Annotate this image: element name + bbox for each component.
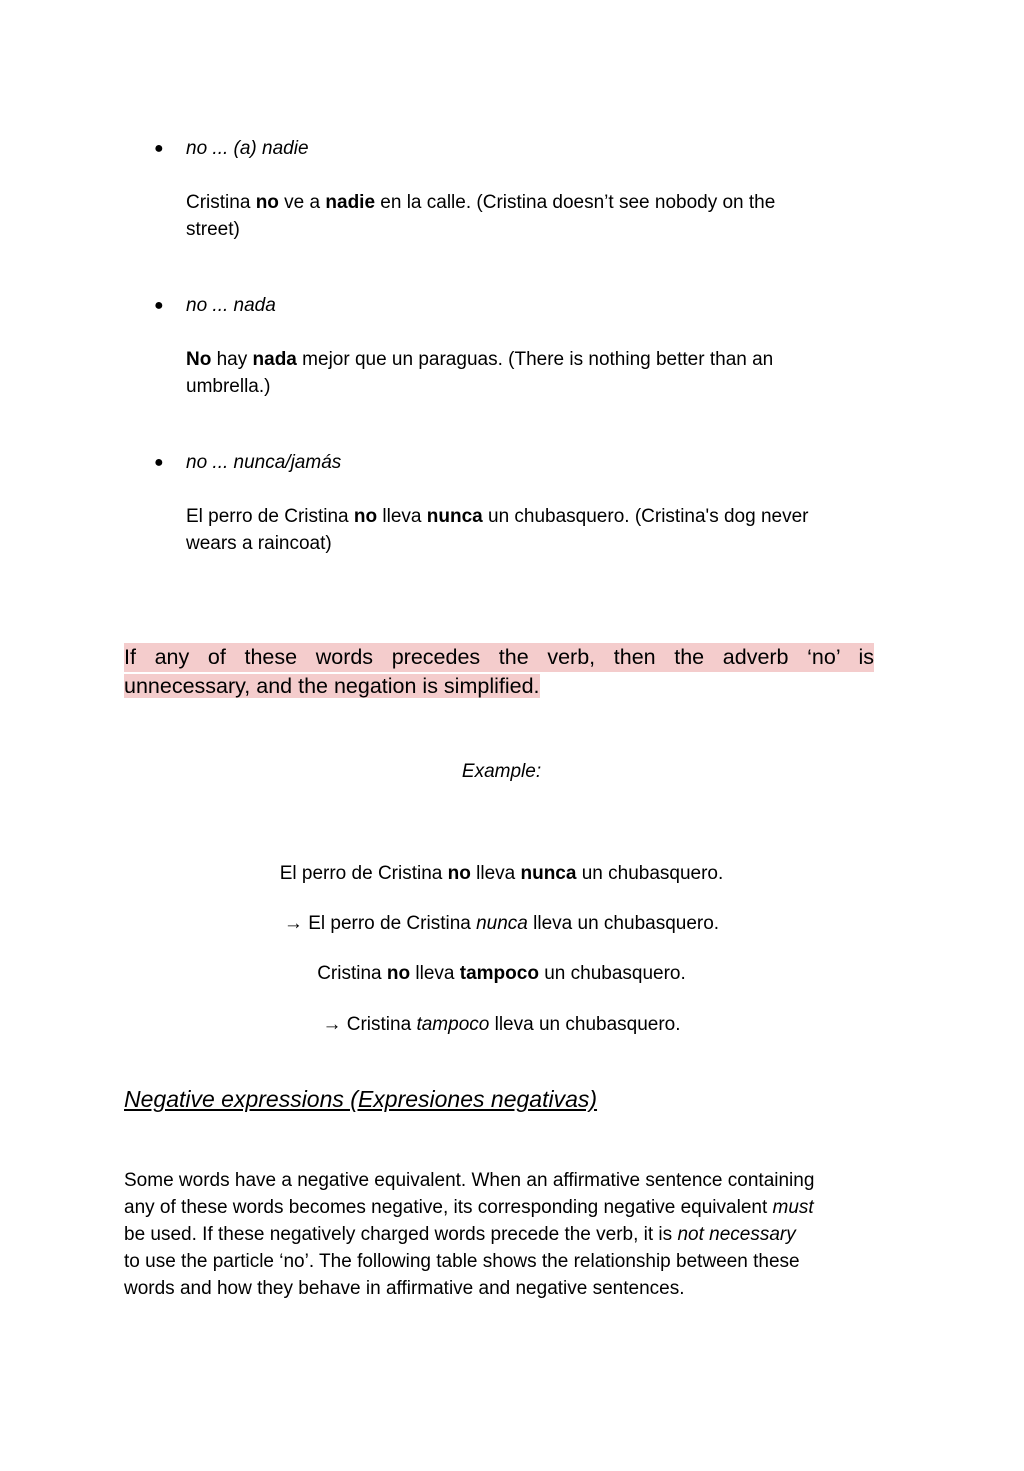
example-text: un chubasquero. [576,863,724,884]
emphasis-tampoco: tampoco [416,1014,490,1035]
example-text: wears a raincoat) [186,533,332,554]
paragraph-text: words and how they behave in affirmative and negative sentences. [124,1278,685,1299]
paragraph-text: Some words have a negative equivalent. When an affirmative sentence containing [124,1170,815,1191]
example-text: un chubasquero. [538,963,686,984]
bullet-dot: ● [154,140,164,157]
callout-line: unnecessary, and the negation is simplified. [124,674,540,698]
example-sentence-simplified [124,1011,879,1038]
paragraph-text: any of these words becomes negative, its corresponding negative equivalent [124,1197,773,1218]
example-sentence-simplified [124,910,879,937]
highlighted-callout [124,643,874,701]
bullet-heading: no ... nunca/jamás [186,452,342,473]
emphasis-nadie: nadie [325,192,376,213]
example-text: mejor que un paraguas. (There is nothing better than an [296,349,774,370]
bullet-heading: no ... nada [186,295,276,316]
example-text: lleva [470,863,521,884]
example-text: Cristina [186,192,256,213]
example-text: El perro de Cristina [186,506,354,527]
emphasis-no: no [386,963,411,984]
example-text: El perro de Cristina [279,863,448,884]
example-text: Cristina [317,963,387,984]
emphasis-nunca: nunca [426,506,483,527]
bullet-dot: ● [154,297,164,314]
bullet-example [186,346,866,400]
example-text: street) [186,219,240,240]
bullet-example [186,503,866,557]
example-text: → Cristina [322,1014,417,1035]
example-text: lleva [410,963,460,984]
emphasis-nunca: nunca [520,863,577,884]
emphasis-tampoco: tampoco [459,963,539,984]
example-text: umbrella.) [186,376,271,397]
example-label: Example: [461,761,542,782]
example-text: lleva un chubasquero. [489,1014,681,1035]
example-text: → El perro de Cristina [283,913,477,934]
emphasis-must: must [772,1197,814,1218]
bullet-dot: ● [154,454,164,471]
callout-line: If any of these words precedes the verb, then the adverb ‘no’ is [124,643,874,672]
bullet-example [186,189,866,243]
body-paragraph [124,1167,876,1302]
example-text: hay [211,349,253,370]
emphasis-not-necessary: not necessary [677,1224,796,1245]
example-text: lleva [377,506,427,527]
example-text: un chubasquero. (Cristina's dog never [482,506,809,527]
example-text: lleva un chubasquero. [527,913,720,934]
emphasis-no: no [447,863,471,884]
example-sentence [124,860,879,887]
example-text: en la calle. (Cristina doesn’t see nobody on the [375,192,776,213]
emphasis-no: no [353,506,378,527]
paragraph-text: be used. If these negatively charged words precede the verb, it is [124,1224,678,1245]
emphasis-nunca: nunca [476,913,528,934]
emphasis-nada: nada [252,349,297,370]
paragraph-text: to use the particle ‘no’. The following table shows the relationship between these [124,1251,800,1272]
example-text: ve a [278,192,326,213]
bullet-heading: no ... (a) nadie [186,138,309,159]
section-heading: Negative expressions (Expresiones negativas) [124,1086,598,1112]
example-sentence [124,960,879,987]
emphasis-no: No [186,349,212,370]
emphasis-no: no [255,192,279,213]
